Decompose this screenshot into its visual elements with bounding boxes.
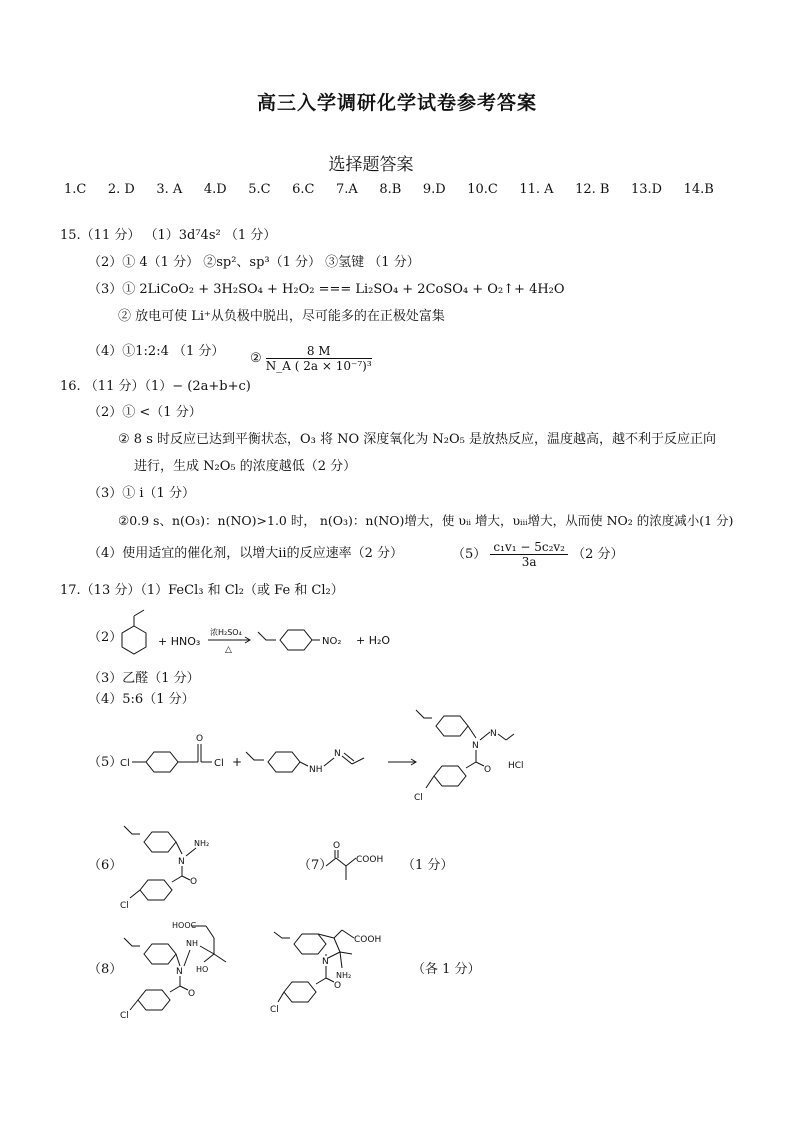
mcq-answer-5: 5.C — [248, 182, 271, 197]
hydrazide-n-n-bond — [186, 848, 196, 856]
product-co-bond — [476, 762, 484, 766]
mcq-answer-11: 11. A — [519, 182, 554, 197]
indoline-acid-bond — [342, 930, 354, 938]
indoline-n-label: N — [322, 957, 329, 967]
n-n-bond — [324, 758, 334, 766]
intermediate-n-bond — [176, 954, 180, 966]
mcq-heading: 选择题答案 — [328, 155, 414, 175]
hydrazone-ring — [268, 752, 300, 772]
chlorobenzoyl-ring — [146, 752, 178, 772]
methoxy-group-2 — [246, 752, 264, 760]
ketoacid-structure — [322, 838, 412, 888]
q16-line-7b — [452, 540, 624, 569]
hydrazide-chlorophenyl-ring — [140, 880, 172, 900]
product-imine-n-label: N — [490, 729, 497, 739]
mcq-answer-4: 4.D — [203, 182, 227, 197]
q16-line-4: 进行，生成 N₂O₅ 的浓度越低（2 分） — [134, 459, 357, 474]
intermediate-structure — [116, 916, 246, 1020]
mcq-answer-row — [64, 182, 714, 197]
intermediate-chain-2 — [206, 926, 214, 938]
q16-frac-numerator: c₁v₁ − 5c₂v₂ — [490, 540, 568, 555]
q15-line-4: ② 放电可使 Li⁺从负极中脱出，尽可能多的在正极处富集 — [118, 309, 445, 324]
acylation-product-structure — [408, 704, 518, 806]
water-label: + H₂O — [356, 634, 391, 647]
q16-rate-fraction — [490, 540, 568, 569]
nitroanisole-ring — [280, 630, 312, 650]
imine-n-label: N — [334, 749, 341, 759]
nh-label: NH — [309, 765, 323, 775]
q16-line-7a: （4）使用适宜的催化剂，以增大ii的反应速率（2 分） — [88, 546, 403, 561]
q17-part-8-label: （8） — [88, 962, 123, 977]
hcl-label: HCl — [508, 761, 524, 771]
page-title: 高三入学调研化学试卷参考答案 — [256, 92, 538, 114]
q16-line-3: ② 8 s 时反应已达到平衡状态，O₃ 将 NO 深度氧化为 N₂O₅ 是放热反应，温度越高，越不利于反应正向 — [118, 432, 717, 447]
product-n-n-bond — [480, 732, 490, 740]
hno3-label: + HNO₃ — [158, 635, 201, 648]
hydrazide-n-bond — [176, 842, 182, 854]
q15-line-5a: （4）①1:2:4 （1 分） — [88, 344, 225, 359]
intermediate-methoxy — [124, 938, 140, 946]
mcq-answer-7: 7.A — [336, 182, 358, 197]
intermediate-co-bond — [180, 986, 188, 990]
product-cl-label: Cl — [414, 793, 423, 803]
acylation-reaction-diagram — [116, 716, 596, 808]
indoline-cl-label: Cl — [270, 1005, 279, 1015]
intermediate-cl-label: Cl — [120, 1011, 129, 1020]
ketoacid-cooh-label: COOH — [356, 855, 384, 865]
indoline-co-bond — [326, 978, 334, 982]
chloro-label: Cl — [120, 758, 130, 769]
intermediate-n-label: N — [176, 967, 183, 977]
q16-line-6: ②0.9 s、n(O₃)：n(NO)>1.0 时， n(O₃)：n(NO)增大，使 υᵢᵢ 增大，υᵢᵢᵢ增大，从而使 NO₂ 的浓度减小(1 分) — [118, 513, 734, 528]
q17-part-5-label: （5） — [88, 755, 123, 770]
nitro-label: NO₂ — [322, 636, 342, 647]
mcq-answer-14: 14.B — [683, 182, 714, 197]
product-c-n-bond — [498, 734, 506, 740]
hydrazide-nh2-label: NH₂ — [194, 839, 210, 848]
indoline-benzo-ring — [294, 934, 326, 954]
q17-part-8-score: （各 1 分） — [412, 962, 481, 977]
mcq-answer-8: 8.B — [379, 182, 402, 197]
indoline-n-c2-bond — [328, 952, 340, 958]
ketoacid-methyl-bond — [326, 858, 336, 866]
mcq-answer-1: 1.C — [64, 182, 87, 197]
c-n-double-2 — [344, 753, 354, 761]
intermediate-cl-bond — [130, 1000, 138, 1010]
indoline-nh2-bond — [340, 952, 342, 968]
intermediate-nh-bond — [200, 946, 214, 954]
indoline-o-label: O — [334, 981, 342, 991]
intermediate-methyl — [214, 954, 226, 962]
ketoacid-c-c-bond — [336, 858, 346, 866]
c-n-double-1 — [342, 756, 352, 764]
methoxy-group — [258, 632, 276, 640]
plus-sign: + — [232, 755, 243, 769]
hydrazide-anisyl-ring — [144, 832, 176, 852]
mcq-answer-6: 6.C — [292, 182, 315, 197]
q17-part-4: （4）5:6（1 分） — [88, 692, 195, 707]
indoline-cl-bond — [278, 992, 284, 1002]
mcq-answer-12: 12. B — [575, 182, 610, 197]
indoline-ch2-bond — [334, 930, 342, 938]
hydrazide-o-label: O — [190, 877, 198, 887]
indoline-methoxy — [274, 932, 290, 938]
product-methyl-bond — [506, 734, 514, 740]
q15-circle-2: ② — [250, 351, 262, 366]
nh-bond — [300, 762, 308, 766]
indoline-nh2-label: NH₂ — [336, 971, 352, 980]
hydrazide-aryl-bond — [172, 876, 182, 882]
product-cl-bond — [426, 776, 434, 788]
product-n-label: N — [472, 741, 479, 751]
indoline-structure — [270, 924, 400, 1020]
intermediate-o-label: O — [188, 989, 196, 999]
intermediate-nh-label: NH — [186, 939, 198, 948]
conc-h2so4-label: 浓H₂SO₄ — [210, 628, 242, 637]
carbonyl-o-label: O — [196, 734, 204, 744]
q17-line-1: 17.（13 分）（1）FeCl₃ 和 Cl₂（或 Fe 和 Cl₂） — [60, 583, 344, 598]
intermediate-anisyl-ring — [144, 944, 176, 964]
heat-symbol: △ — [225, 645, 232, 655]
product-n-bond — [468, 726, 476, 738]
hydrazide-co-bond — [182, 876, 190, 880]
hydrazide-cl-bond — [130, 890, 140, 898]
indoline-c2-bond — [334, 938, 340, 952]
hydrazide-n-label: N — [178, 857, 185, 867]
q15-frac-denominator: N_A ( 2a × 10⁻⁷)³ — [265, 359, 372, 373]
q17-part-6-label: （6） — [88, 858, 123, 873]
hydrazide-methoxy — [124, 826, 140, 834]
indoline-methyl-bond — [340, 952, 352, 954]
intermediate-n-n-bond — [184, 950, 190, 966]
product-anisyl-ring — [436, 716, 468, 736]
ketoacid-o-label: O — [333, 841, 341, 851]
q15-line-3: （3）① 2LiCoO₂ + 3H₂SO₄ + H₂O₂ === Li₂SO₄ + 2CoSO₄ + O₂↑+ 4H₂O — [88, 282, 565, 297]
mcq-answer-10: 10.C — [467, 182, 498, 197]
nitration-reaction-diagram — [118, 604, 418, 666]
q16-part-5-score: （2 分） — [572, 547, 624, 562]
acyl-chloride-label: Cl — [214, 758, 224, 769]
intermediate-ho-label: HO — [196, 965, 209, 974]
hydrazide-cl-label: Cl — [120, 901, 129, 911]
indoline-aryl-bond — [316, 978, 326, 984]
q15-frac-numerator: 8 M — [266, 344, 372, 359]
mcq-answer-2: 2. D — [107, 182, 135, 197]
product-o-label: O — [484, 765, 492, 775]
q15-line-5b — [250, 344, 372, 373]
intermediate-hooc-label: HOOC — [172, 921, 197, 930]
q16-line-2: （2）① <（1 分） — [88, 405, 202, 420]
q16-line-5: （3）① i（1 分） — [88, 486, 195, 501]
q17-part-3: （3）乙醛（1 分） — [88, 671, 200, 686]
q16-frac-denominator: 3a — [521, 555, 537, 569]
hydrazide-structure — [116, 818, 226, 914]
intermediate-aryl-bond — [170, 986, 180, 992]
anisole-methyl-bond — [134, 610, 144, 616]
mcq-answer-13: 13.D — [630, 182, 663, 197]
indoline-cooh-label: COOH — [354, 935, 382, 945]
q17-part-7-score: （1 分） — [402, 858, 454, 873]
q15-line-2: （2）① 4（1 分） ②sp²、sp³（1 分） ③氢键 （1 分） — [88, 255, 420, 270]
product-chlorophenyl-ring — [434, 766, 466, 786]
intermediate-chlorophenyl-ring — [138, 990, 170, 1010]
product-methoxy — [416, 710, 432, 718]
anisole-ring — [122, 626, 146, 654]
mcq-answer-3: 3. A — [156, 182, 183, 197]
q15-line-1: 15.（11 分） （1）3d⁷4s² （1 分） — [60, 228, 277, 243]
indoline-chlorophenyl-ring — [284, 982, 316, 1002]
ketoacid-cooh-bond — [346, 858, 356, 866]
q17-part-2-label: （2） — [88, 630, 123, 645]
q16-line-1: 16. （11 分）（1）− (2a+b+c) — [60, 379, 251, 394]
q15-density-fraction — [266, 344, 372, 373]
q17-part-7-label: （7） — [298, 858, 333, 873]
mcq-answer-9: 9.D — [422, 182, 446, 197]
q16-part-5-label: （5） — [452, 547, 487, 562]
intermediate-oh-bond — [204, 954, 214, 962]
product-aryl-bond — [466, 762, 476, 768]
